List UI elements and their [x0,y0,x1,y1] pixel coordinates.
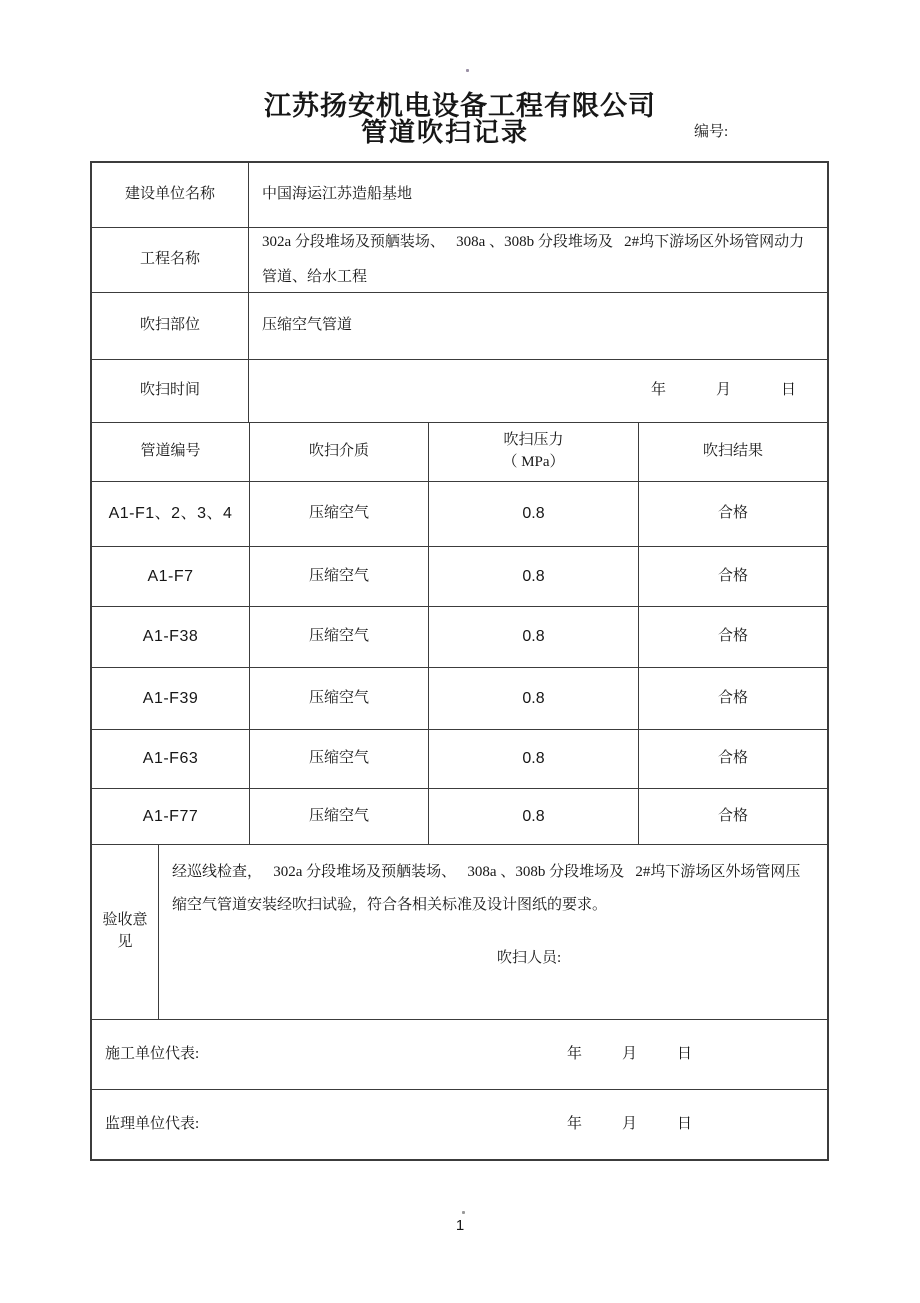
result-cell: 合格 [638,482,827,546]
pressure-header-line2: （ MPa） [502,454,565,470]
acceptance-text-line2: 缩空气管道安装经吹扫试验，符合各相关标准及设计图纸的要求。 [172,896,608,913]
acceptance-row [92,844,827,1019]
medium-cell: 压缩空气 [249,789,428,844]
field-value-purge-section: 压缩空气管道 [248,293,827,359]
field-value-construction-unit: 中国海运江苏造船基地 [248,163,827,227]
purge-row [92,546,827,606]
pipe-number-cell: A1-F77 [142,807,199,825]
company-title: 江苏扬安机电设备工程有限公司 [264,91,656,121]
supervisor-date-placeholder [567,1090,692,1159]
pipe-number-cell: A1-F1、2、3、4 [108,505,233,523]
record-table [90,161,829,1161]
stray-mark-top [466,69,469,72]
acceptance-label [92,845,158,1019]
pressure-cell: 0.8 [428,607,638,667]
supervisor-signature-row [92,1089,827,1159]
day-label: 日 [677,1045,693,1062]
month-label: 月 [622,1115,638,1132]
purge-personnel-label: 吹扫人员: [497,950,562,966]
constructor-signature-cell [92,1020,827,1089]
col-header-result: 吹扫结果 [638,423,827,481]
field-label-purge-section: 吹扫部位 [139,317,200,334]
info-row-project-name [92,227,827,292]
pressure-cell: 0.8 [428,482,638,546]
pressure-header-line1: 吹扫压力 [503,432,564,449]
purge-row [92,788,827,844]
doc-number-label: 编号: [694,124,729,140]
constructor-date-placeholder [567,1020,692,1089]
constructor-signature-label: 施工单位代表: [105,1045,200,1062]
supervisor-signature-label: 监理单位代表: [105,1115,200,1132]
pressure-cell: 0.8 [428,547,638,606]
info-row-purge-time [92,359,827,422]
pipe-number-cell: A1-F38 [142,628,199,646]
col-header-pipe-number: 管道编号 [140,443,201,460]
medium-cell: 压缩空气 [249,730,428,788]
result-cell: 合格 [638,668,827,729]
medium-cell: 压缩空气 [249,547,428,606]
year-label: 年 [651,382,667,399]
pressure-cell: 0.8 [428,668,638,729]
medium-cell: 压缩空气 [249,668,428,729]
day-label: 日 [677,1115,693,1132]
project-name-line2: 管道、给水工程 [262,268,368,285]
col-header-medium: 吹扫介质 [249,423,428,481]
pipe-number-cell: A1-F39 [142,689,199,707]
project-name-line1: 302a 分段堆场及预舾装场、 308a 、308b 分段堆场及 2#坞下游场区外场管网动力 [262,233,805,250]
info-row-purge-section [92,292,827,359]
constructor-signature-row [92,1019,827,1089]
info-row-construction-unit [92,163,827,227]
purge-table-header-row [92,422,827,481]
field-value-project-name [248,228,827,292]
year-label: 年 [567,1045,583,1062]
field-label-purge-time: 吹扫时间 [139,382,200,399]
field-label-project-name: 工程名称 [139,251,200,268]
pressure-cell: 0.8 [428,789,638,844]
pipe-number-cell: A1-F7 [147,567,194,585]
acceptance-text-line1: 经巡线检查， 302a 分段堆场及预舾装场、 308a 、308b 分段堆场及 2#坞下游场区外场管网压 [172,864,801,880]
acceptance-label-line1: 验收意 [102,912,148,929]
day-label: 日 [781,382,797,399]
field-value-purge-time [248,360,827,422]
acceptance-label-line2: 见 [117,934,133,950]
result-cell: 合格 [638,730,827,788]
doc-title: 管道吹扫记录 [360,118,529,147]
medium-cell: 压缩空气 [249,607,428,667]
pipe-number-cell: A1-F63 [142,750,199,768]
col-header-pressure [428,423,638,481]
purge-row [92,667,827,729]
month-label: 月 [622,1045,638,1062]
result-cell: 合格 [638,547,827,606]
month-label: 月 [716,382,732,399]
page-number: 1 [455,1217,465,1234]
year-label: 年 [567,1115,583,1132]
result-cell: 合格 [638,789,827,844]
purge-row [92,481,827,546]
acceptance-content [158,845,827,1019]
stray-mark-footer [462,1211,465,1214]
pressure-cell: 0.8 [428,730,638,788]
supervisor-signature-cell [92,1090,827,1159]
date-placeholder [262,380,796,402]
purge-row [92,606,827,667]
medium-cell: 压缩空气 [249,482,428,546]
field-label-construction-unit: 建设单位名称 [124,186,215,203]
purge-row [92,729,827,788]
result-cell: 合格 [638,607,827,667]
